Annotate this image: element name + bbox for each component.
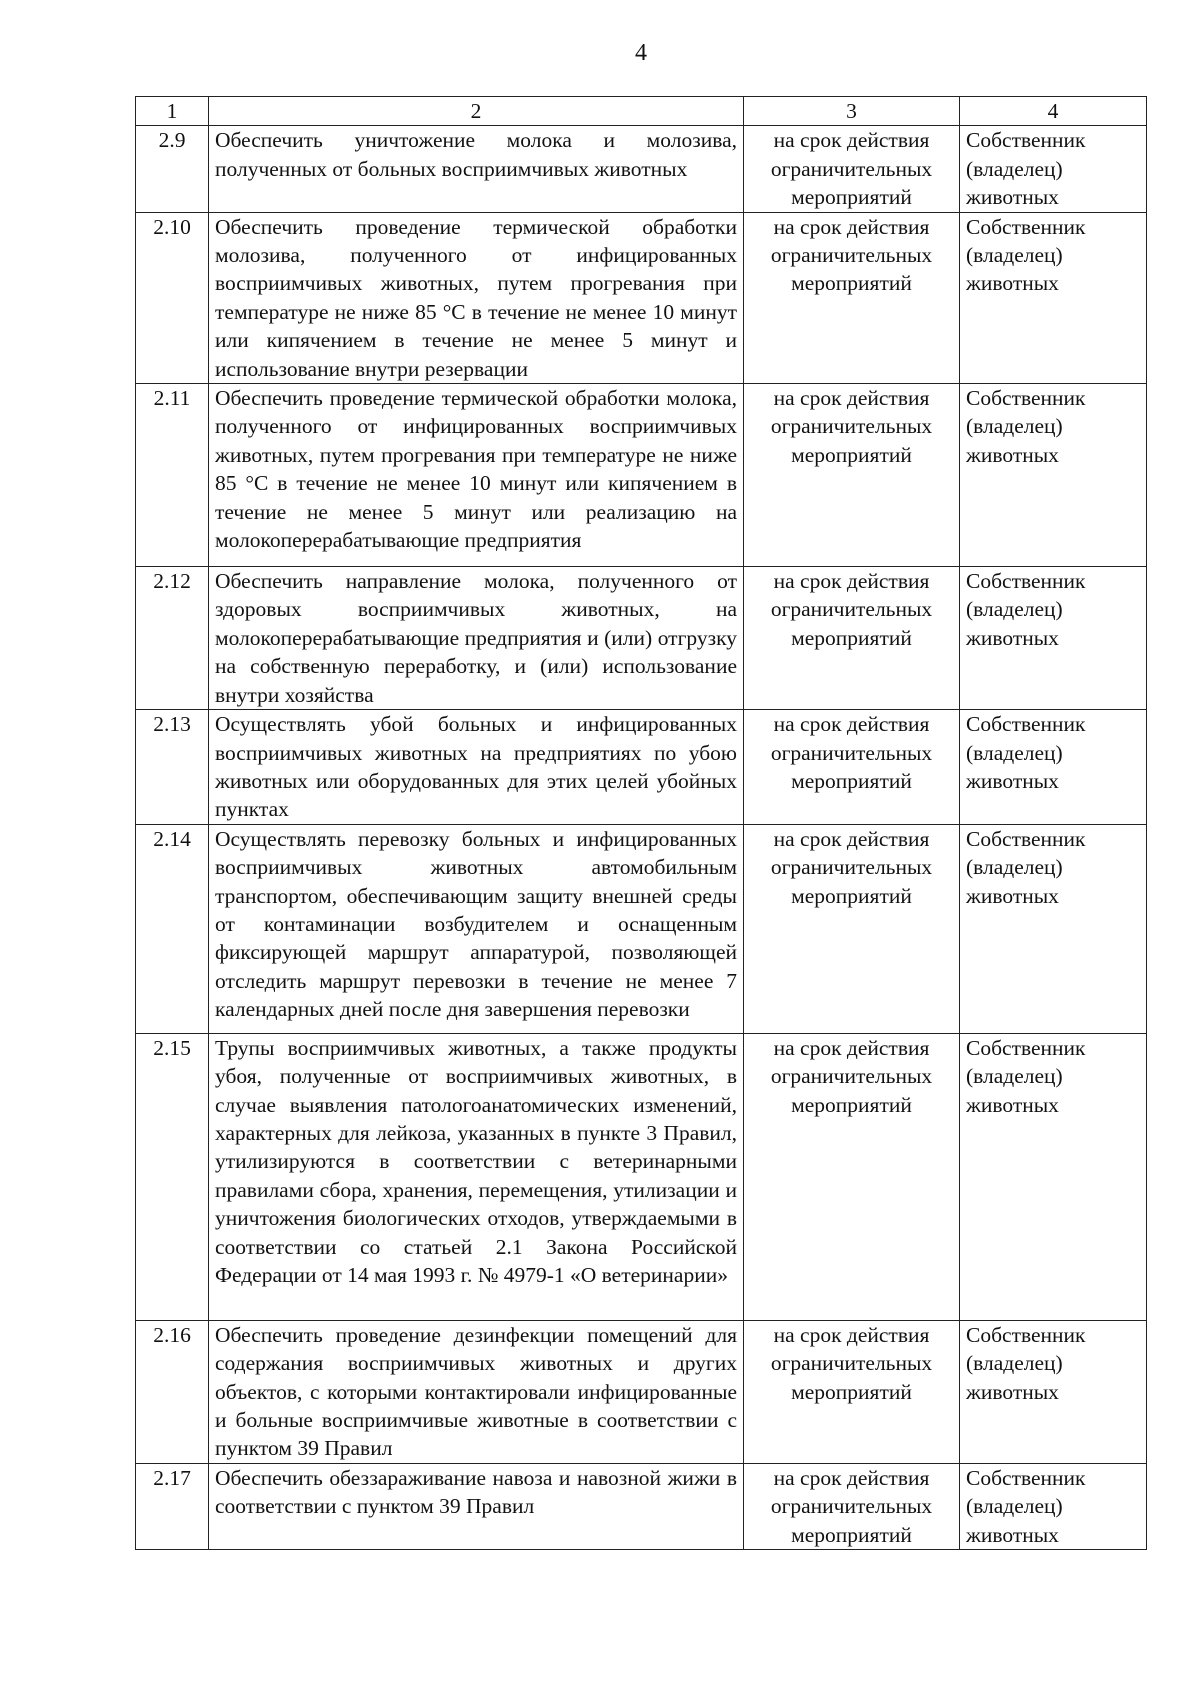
column-number: 3 [744,97,960,126]
column-number: 2 [209,97,744,126]
responsible-cell: Собственник (владелец) животных [960,126,1147,212]
measure-description: Обеспечить проведение термической обработки молока, полученного от инфицированных восприимчивых животных, путем прогревания при температуре не ниже 85 °C в течение не менее 10 минут или кипячением в течение не менее 5 минут или реализацию на молокоперерабатывающие предприятия [209,384,744,567]
item-number: 2.12 [136,567,209,710]
measure-description: Обеспечить обеззараживание навоза и навозной жижи в соответствии с пунктом 39 Правил [209,1463,744,1549]
table-row [136,126,1147,212]
deadline-cell: на срок действия ограничительных мероприятий [744,126,960,212]
responsible-cell: Собственник (владелец) животных [960,1033,1147,1320]
deadline-cell: на срок действия ограничительных мероприятий [744,1320,960,1463]
column-number: 4 [960,97,1147,126]
item-number: 2.14 [136,824,209,1033]
responsible-cell: Собственник (владелец) животных [960,710,1147,825]
item-number: 2.16 [136,1320,209,1463]
responsible-cell: Собственник (владелец) животных [960,1320,1147,1463]
measures-table [135,96,1147,1550]
column-number: 1 [136,97,209,126]
deadline-cell: на срок действия ограничительных мероприятий [744,384,960,567]
item-number: 2.15 [136,1033,209,1320]
measure-description: Осуществлять убой больных и инфицированных восприимчивых животных на предприятиях по убою животных или оборудованных для этих целей убойных пунктах [209,710,744,825]
deadline-cell: на срок действия ограничительных мероприятий [744,710,960,825]
table-row [136,710,1147,825]
measure-description: Обеспечить направление молока, полученного от здоровых восприимчивых животных, на молокоперерабатывающие предприятия и (или) отгрузку на собственную переработку, и (или) использование внутри хозяйства [209,567,744,710]
responsible-cell: Собственник (владелец) животных [960,824,1147,1033]
deadline-cell: на срок действия ограничительных мероприятий [744,1463,960,1549]
measure-description: Осуществлять перевозку больных и инфицированных восприимчивых животных автомобильным транспортом, обеспечивающим защиту внешней среды от контаминации возбудителем и оснащенным фиксирующей маршрут аппаратурой, позволяющей отследить маршрут перевозки в течение не менее 7 календарных дней после дня завершения перевозки [209,824,744,1033]
table-row [136,1320,1147,1463]
page-number: 4 [635,40,647,66]
item-number: 2.9 [136,126,209,212]
responsible-cell: Собственник (владелец) животных [960,1463,1147,1549]
measure-description: Трупы восприимчивых животных, а также продукты убоя, полученные от восприимчивых животных, в случае выявления патологоанатомических изменений, характерных для лейкоза, указанных в пункте 3 Правил, утилизируются в соответствии с ветеринарными правилами сбора, хранения, перемещения, утилизации и уничтожения биологических отходов, утверждаемыми в соответствии со статьей 2.1 Закона Российской Федерации от 14 мая 1993 г. № 4979-1 «О ветеринарии» [209,1033,744,1320]
responsible-cell: Собственник (владелец) животных [960,567,1147,710]
table-row [136,212,1147,383]
table-row [136,1033,1147,1320]
responsible-cell: Собственник (владелец) животных [960,212,1147,383]
table-row [136,824,1147,1033]
item-number: 2.10 [136,212,209,383]
item-number: 2.13 [136,710,209,825]
deadline-cell: на срок действия ограничительных мероприятий [744,212,960,383]
deadline-cell: на срок действия ограничительных мероприятий [744,567,960,710]
table-row [136,567,1147,710]
item-number: 2.11 [136,384,209,567]
table-row [136,1463,1147,1549]
deadline-cell: на срок действия ограничительных мероприятий [744,1033,960,1320]
measure-description: Обеспечить проведение термической обработки молозива, полученного от инфицированных восприимчивых животных, путем прогревания при температуре не ниже 85 °C в течение не менее 10 минут или кипячением в течение не менее 5 минут и использование внутри резервации [209,212,744,383]
measure-description: Обеспечить уничтожение молока и молозива, полученных от больных восприимчивых животных [209,126,744,212]
item-number: 2.17 [136,1463,209,1549]
column-number-row [136,97,1147,126]
table-row [136,384,1147,567]
deadline-cell: на срок действия ограничительных мероприятий [744,824,960,1033]
responsible-cell: Собственник (владелец) животных [960,384,1147,567]
measure-description: Обеспечить проведение дезинфекции помещений для содержания восприимчивых животных и других объектов, с которыми контактировали инфицированные и больные восприимчивые животные в соответствии с пунктом 39 Правил [209,1320,744,1463]
